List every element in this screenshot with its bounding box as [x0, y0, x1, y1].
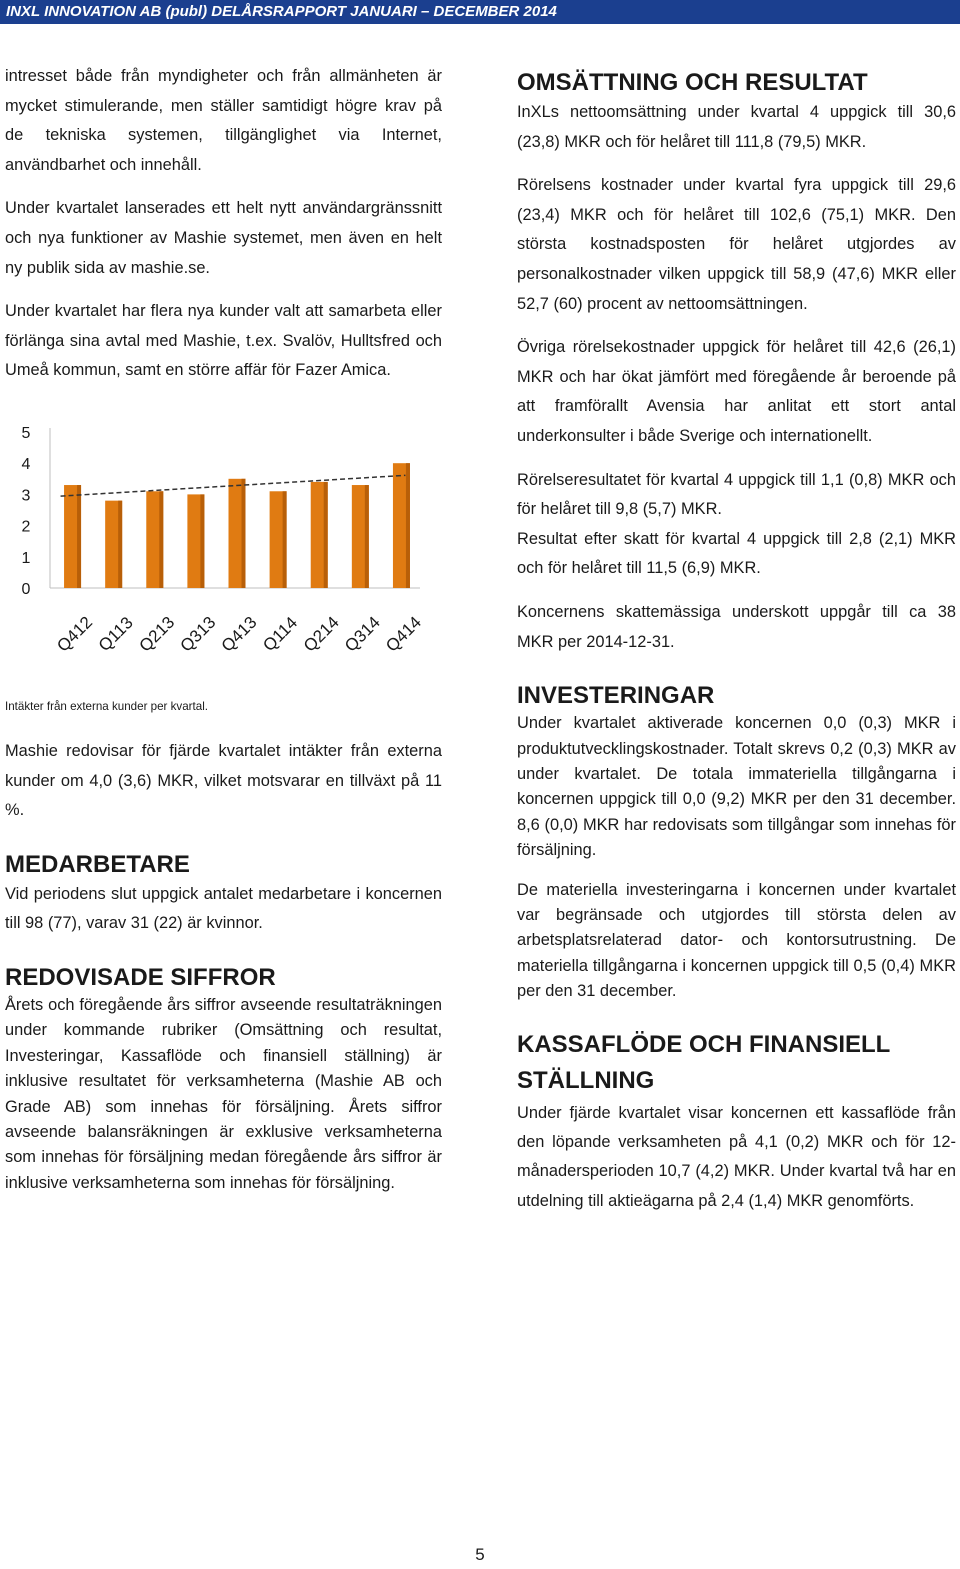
bar-shade: [365, 485, 369, 588]
paragraph-customers: Under kvartalet har flera nya kunder valt att samarbeta eller förlänga sina avtal med Mashie, t.ex. Svalöv, Hulltsfred och Umeå kommun, samt en större affär för Fazer Amica.: [5, 302, 442, 380]
x-tick-label: Q214: [299, 612, 343, 656]
paragraph-mashie-revenue: Mashie redovisar för fjärde kvartalet intäkter från externa kunder om 4,0 (3,6) MKR, vilket motsvarar en tillväxt på 11 %.: [5, 741, 442, 820]
chart-caption: Intäkter från externa kunder per kvartal.: [5, 699, 208, 713]
x-tick-label: Q412: [53, 612, 97, 656]
heading-kassaflode: KASSAFLÖDE OCH FINANSIELL STÄLLNING: [517, 1030, 890, 1094]
heading-redovisade-siffror: REDOVISADE SIFFROR: [5, 963, 276, 991]
heading-investeringar: INVESTERINGAR: [517, 682, 715, 710]
paragraph-materiella: De materiella investeringarna i koncernen under kvartalet var begränsade och utgjordes till största delen av arbetsplatsrelaterad dator- och kontorsutrustning. De materiella tillgångarna i koncernen uppgick till 0,5 (0,4) MKR per den 31 december.: [517, 880, 956, 1001]
bar-shade: [406, 463, 410, 588]
bar-shade: [242, 479, 246, 588]
y-tick-label: 2: [21, 518, 31, 536]
paragraph-kassaflode: Under fjärde kvartalet visar koncernen ett kassaflöde från den löpande verksamheten på 4,1 (0,2) MKR och för 12-månadersperioden 10,7 (4,2) MKR. Under kvartal två har en utdelning till aktieägarna på 2,4 (1,4) MKR genomförts.: [517, 1103, 956, 1210]
x-tick-label: Q114: [259, 613, 302, 656]
x-tick-label: Q413: [217, 612, 261, 656]
paragraph-immateriella: Under kvartalet aktiverade koncernen 0,0 (0,3) MKR i produktutvecklingskostnader. Totalt skrevs 0,2 (0,3) MKR av under kvartalet. De totala immateriella tillgångarna i koncernen uppgick till 0,0 (9,2) MKR per den 31 december. 8,6 (0,0) MKR har redovisats som tillgångar som innehas för försäljning.: [517, 714, 956, 860]
report-header: INXL INNOVATION AB (publ) DELÅRSRAPPORT JANUARI – DECEMBER 2014: [0, 0, 960, 24]
paragraph-redovisade-siffror: Årets och föregående års siffror avseende resultaträkningen under kommande rubriker (Omsättning och resultat, Investeringar, Kassaflöde och finansiell ställning) är inklusive resultatet för verksamheterna (Mashie AB och Grade AB) som innehas för försäljning. Årets siffror avseende balansräkningen är exklusive verksamheterna som innehas för försäljning medan föregående års siffror är inklusive verksamheterna som innehas för försäljning.: [5, 995, 442, 1192]
y-tick-label: 4: [21, 456, 31, 474]
x-tick-label: Q314: [341, 612, 384, 656]
bar-shade: [200, 494, 204, 588]
x-tick-label: Q414: [382, 612, 425, 656]
x-tick-label: Q213: [135, 612, 179, 656]
paragraph-medarbetare: Vid periodens slut uppgick antalet medarbetare i koncernen till 98 (77), varav 31 (22) är kvinnor.: [5, 884, 442, 933]
left-column: [5, 62, 442, 1210]
bar-shade: [77, 485, 81, 588]
paragraph-rorelseresultat: Rörelseresultatet för kvartal 4 uppgick till 1,1 (0,8) MKR och för helåret till 9,8 (5,7) MKR.: [517, 470, 956, 519]
paragraph-nettoomsattning: InXLs nettoomsättning under kvartal 4 uppgick till 30,6 (23,8) MKR och för helåret till 111,8 (79,5) MKR.: [517, 103, 956, 151]
paragraph-ovriga-kostnader: Övriga rörelsekostnader uppgick för helåret till 42,6 (26,1) MKR och har ökat jämfört med föregående år beroende på att framförallt Avensia har anlitat ett stort antal underkonsulter i både Sverige och internationellt.: [517, 338, 956, 445]
y-tick-label: 3: [21, 487, 31, 505]
paragraph-intro: intresset både från myndigheter och från allmänheten är mycket stimulerande, men ställer samtidigt högre krav på de tekniska systemen, tillgänglighet via Internet, användbarhet och innehåll.: [5, 67, 442, 174]
revenue-chart-svg: [5, 400, 442, 700]
paragraph-underskott: Koncernens skattemässiga underskott uppgår till ca 38 MKR per 2014-12-31.: [517, 602, 956, 651]
bar-shade: [324, 482, 328, 588]
y-tick-label: 0: [21, 580, 31, 598]
paragraph-launch: Under kvartalet lanserades ett helt nytt användargränssnitt och nya funktioner av Mashie systemet, men även en helt ny publik sida av mashie.se.: [5, 199, 442, 277]
y-tick-label: 5: [21, 424, 31, 442]
paragraph-resultat-efter-skatt: Resultat efter skatt för kvartal 4 uppgick till 2,8 (2,1) MKR och för helåret till 11,5 (6,9) MKR.: [517, 529, 956, 578]
page-number: 5: [475, 1545, 485, 1564]
x-tick-label: Q313: [176, 612, 220, 656]
bar-shade: [118, 501, 122, 588]
paragraph-kostnader: Rörelsens kostnader under kvartal fyra uppgick till 29,6 (23,4) MKR och för helåret till 102,6 (75,1) MKR. Den största kostnadsposten för helåret utgjordes av personalkostnader vilken uppgick till 58,9 (47,6) MKR eller 52,7 (60) procent av nettoomsättningen.: [517, 176, 956, 313]
heading-omsattning: OMSÄTTNING OCH RESULTAT: [517, 69, 868, 96]
bar-shade: [283, 491, 287, 588]
y-tick-label: 1: [21, 549, 31, 567]
right-column: [517, 62, 956, 1230]
heading-medarbetare: MEDARBETARE: [5, 850, 190, 878]
revenue-chart: [5, 400, 442, 700]
x-tick-label: Q113: [94, 613, 137, 656]
bar-shade: [159, 491, 163, 588]
